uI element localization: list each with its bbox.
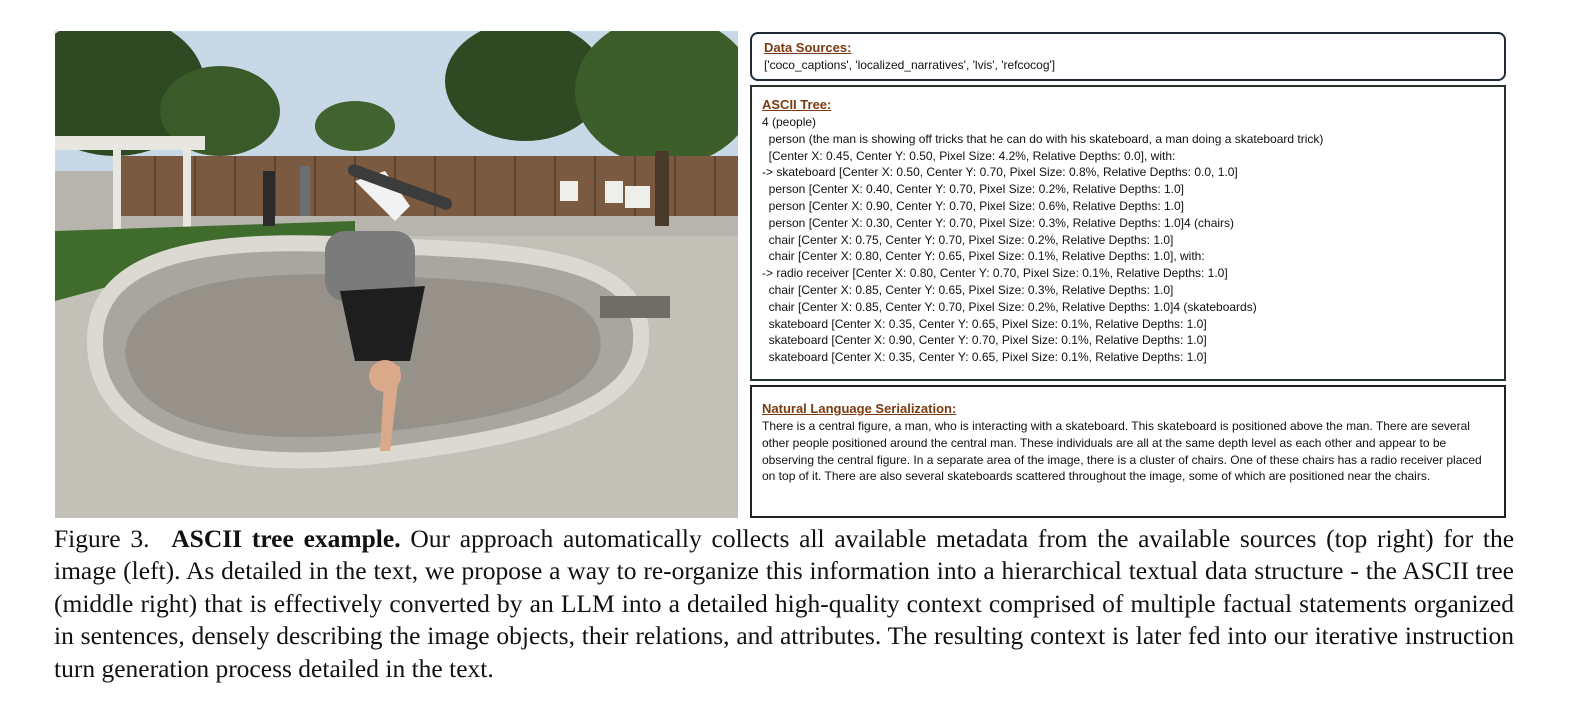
tree-line: person [Center X: 0.40, Center Y: 0.70, Pixel Size: 0.2%, Relative Depths: 1.0]	[762, 182, 1185, 197]
tree-line: -> radio receiver [Center X: 0.80, Center Y: 0.70, Pixel Size: 0.1%, Relative Depths: 1.0]	[762, 266, 1228, 281]
tree-line: chair [Center X: 0.80, Center Y: 0.65, Pixel Size: 0.1%, Relative Depths: 1.0], with:	[762, 249, 1205, 264]
tree-line: person [Center X: 0.90, Center Y: 0.70, Pixel Size: 0.6%, Relative Depths: 1.0]	[762, 198, 1185, 213]
figure-photo	[55, 31, 738, 518]
tree-line: chair [Center X: 0.85, Center Y: 0.65, Pixel Size: 0.3%, Relative Depths: 1.0]	[762, 282, 1174, 297]
skatepark-illustration	[55, 31, 738, 518]
tree-line: skateboard [Center X: 0.90, Center Y: 0.70, Pixel Size: 0.1%, Relative Depths: 1.0]	[762, 333, 1207, 348]
figure-caption	[54, 523, 1514, 685]
tree-line: person (the man is showing off tricks that he can do with his skateboard, a man doing a skateboard trick)	[762, 131, 1324, 146]
ascii-tree-title: ASCII Tree:	[762, 97, 832, 112]
figure-label: Figure 3.	[54, 524, 150, 553]
caption-bold-title: ASCII tree example.	[171, 524, 401, 553]
caption-text: Our approach automatically collects all available metadata from the available sources (top right) for the image (left). As detailed in the text, we propose a way to re-organize this information into a hierarchical textual data structure - the ASCII tree (middle right) that is effectively converted by an LLM into a detailed high-quality context comprised of multiple factual statements organized in sentences, densely describing the image objects, their relations, and attributes. The resulting context is later fed into our iterative instruction turn generation process detailed in the text.	[54, 524, 1515, 683]
tree-line: 4 (people)	[762, 115, 817, 129]
tree-line: skateboard [Center X: 0.35, Center Y: 0.65, Pixel Size: 0.1%, Relative Depths: 1.0]	[762, 316, 1207, 331]
tree-line: chair [Center X: 0.85, Center Y: 0.70, Pixel Size: 0.2%, Relative Depths: 1.0]4 (skateboards)	[762, 299, 1257, 314]
natural-language-panel	[750, 385, 1506, 518]
ascii-tree-lines	[762, 114, 1494, 366]
tree-line: [Center X: 0.45, Center Y: 0.50, Pixel Size: 4.2%, Relative Depths: 0.0], with:	[762, 148, 1176, 163]
natural-language-title: Natural Language Serialization:	[762, 401, 957, 416]
natural-language-text: There is a central figure, a man, who is interacting with a skateboard. This skateboard is positioned above the man. There are several other people positioned around the central man. These individuals are all at the same depth level as each other and appear to be observing the central figure. In a separate area of the image, there is a cluster of chairs. One of these chairs has a radio receiver placed on top of it. There are also several skateboards scattered throughout the image, some of which are positioned near the chairs.	[762, 419, 1482, 484]
data-sources-title: Data Sources:	[764, 40, 852, 55]
tree-line: person [Center X: 0.30, Center Y: 0.70, Pixel Size: 0.3%, Relative Depths: 1.0]4 (chairs)	[762, 215, 1235, 230]
tree-line: -> skateboard [Center X: 0.50, Center Y: 0.70, Pixel Size: 0.8%, Relative Depths: 0.0, 1.0]	[762, 165, 1238, 180]
ascii-tree-panel	[750, 85, 1506, 381]
data-sources-list: ['coco_captions', 'localized_narratives', 'lvis', 'refcocog']	[764, 58, 1056, 72]
tree-line: chair [Center X: 0.75, Center Y: 0.70, Pixel Size: 0.2%, Relative Depths: 1.0]	[762, 232, 1174, 247]
tree-line: skateboard [Center X: 0.35, Center Y: 0.65, Pixel Size: 0.1%, Relative Depths: 1.0]	[762, 350, 1207, 365]
data-sources-panel	[750, 32, 1506, 81]
drain-grate	[600, 296, 670, 318]
